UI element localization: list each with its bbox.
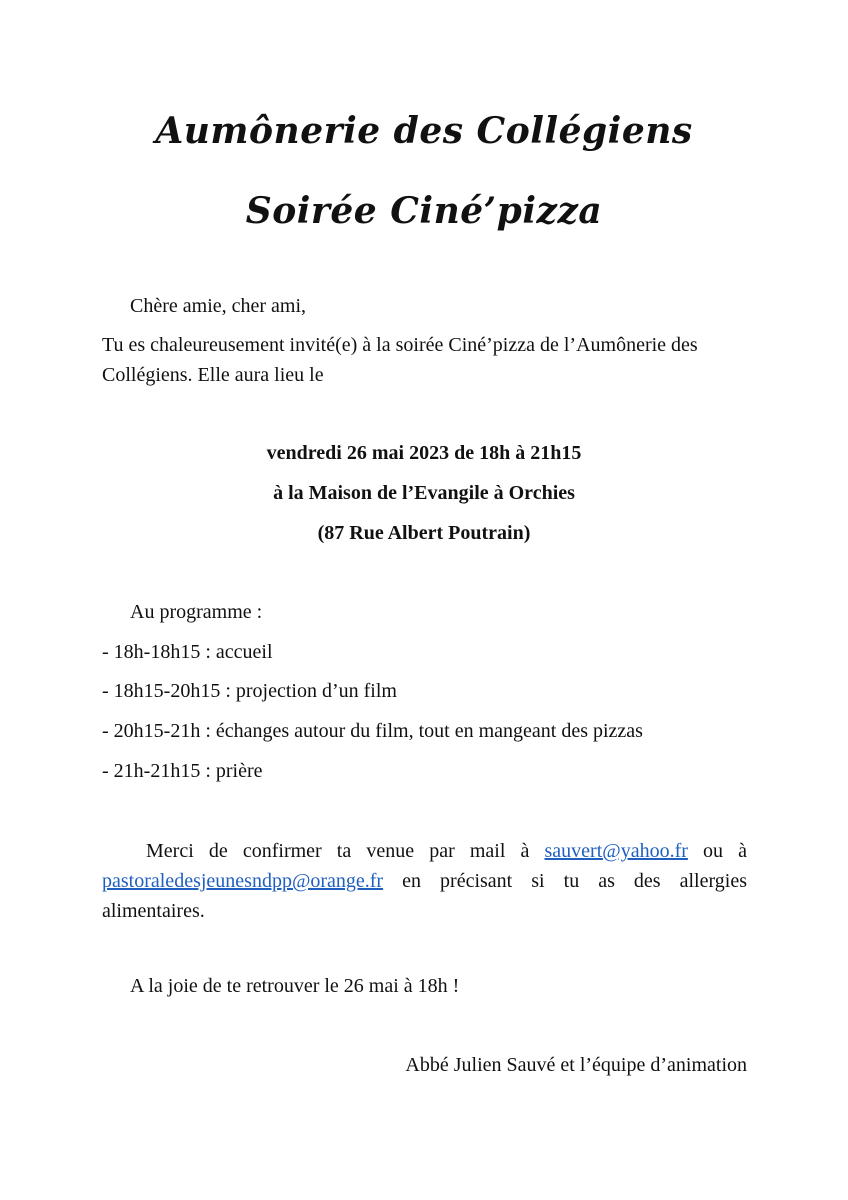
title-aumonerie: Aumônerie des Collégiens [155,110,693,152]
program-heading: Au programme : [130,601,263,623]
intro-paragraph: Tu es chaleureusement invité(e) à la soirée Ciné’pizza de l’Aumônerie des Collégiens. Elle aura lieu le [102,334,698,386]
confirm-text-after: en précisant si tu as des allergies alimentaires. [102,870,747,922]
title-soiree: Soirée Ciné’pizza [245,190,603,232]
program-item: - 20h15-21h : échanges autour du film, tout en mangeant des pizzas [102,720,643,742]
event-date: vendredi 26 mai 2023 de 18h à 21h15 [266,442,582,464]
signature: Abbé Julien Sauvé et l’équipe d’animation [405,1054,747,1076]
closing-line: A la joie de te retrouver le 26 mai à 18h ! [130,975,460,997]
confirm-paragraph [102,836,747,926]
program-item: - 21h-21h15 : prière [102,760,263,782]
program-item: - 18h15-20h15 : projection d’un film [102,680,397,702]
email-link-yahoo[interactable]: sauvert@yahoo.fr [544,840,688,862]
greeting: Chère amie, cher ami, [130,295,307,317]
confirm-text-middle: ou à [687,840,747,862]
program-item: - 18h-18h15 : accueil [102,641,273,663]
event-place: à la Maison de l’Evangile à Orchies [273,482,575,504]
confirm-text-before: Merci de confirmer ta venue par mail à [146,840,545,862]
event-address: (87 Rue Albert Poutrain) [317,522,531,544]
email-link-orange[interactable]: pastoraledesjeunesndpp@orange.fr [102,870,384,892]
